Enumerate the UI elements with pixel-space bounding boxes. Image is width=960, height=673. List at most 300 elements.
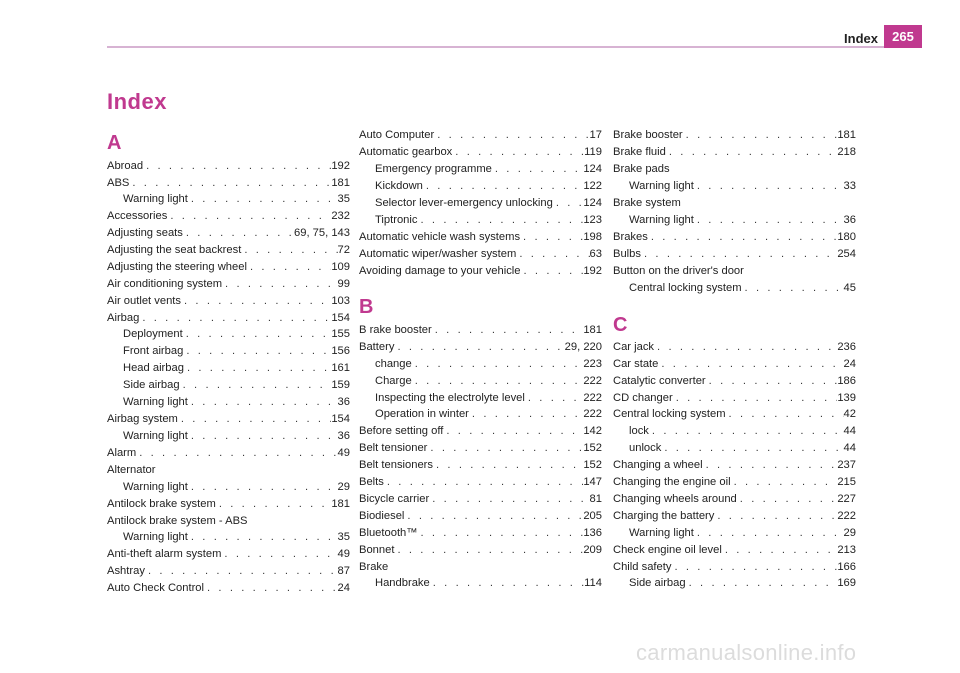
- index-entry[interactable]: [613, 144, 856, 160]
- entry-page-ref[interactable]: 29: [337, 481, 350, 493]
- dot-leader: [661, 440, 843, 456]
- dot-leader: [666, 144, 837, 160]
- entry-page-ref[interactable]: 227: [837, 493, 856, 505]
- entry-label: Automatic gearbox: [359, 146, 453, 158]
- index-entry[interactable]: [613, 127, 856, 143]
- entry-page-ref[interactable]: 44: [843, 442, 856, 454]
- index-entry[interactable]: [613, 161, 856, 177]
- entry-page-ref[interactable]: 152: [583, 442, 602, 454]
- entry-label: Bicycle carrier: [359, 493, 430, 505]
- index-entry[interactable]: [613, 457, 856, 473]
- index-entry[interactable]: [107, 411, 350, 427]
- dot-leader: [222, 276, 338, 292]
- entry-label: Tiptronic: [375, 214, 418, 226]
- dot-leader: [706, 373, 838, 389]
- entry-page-ref[interactable]: 186: [837, 375, 856, 387]
- entry-label: Warning light: [123, 396, 188, 408]
- entry-label: Bulbs: [613, 248, 641, 260]
- index-entry[interactable]: [613, 263, 856, 279]
- dot-leader: [412, 373, 584, 389]
- index-subentry[interactable]: [375, 575, 602, 591]
- entry-page-ref[interactable]: 87: [337, 565, 350, 577]
- entry-page-ref[interactable]: 209: [583, 544, 602, 556]
- dot-leader: [417, 212, 583, 228]
- index-subentry[interactable]: [629, 440, 856, 456]
- entry-label: Before setting off: [359, 425, 444, 437]
- dot-leader: [553, 195, 583, 211]
- entry-label: Adjusting seats: [107, 227, 183, 239]
- entry-page-ref[interactable]: 35: [337, 193, 350, 205]
- dot-leader: [434, 127, 589, 143]
- index-entry[interactable]: [107, 563, 350, 579]
- dot-leader: [694, 178, 844, 194]
- entry-page-ref[interactable]: 147: [583, 476, 602, 488]
- dot-leader: [216, 496, 332, 512]
- index-entry[interactable]: [359, 263, 602, 279]
- index-entry[interactable]: [359, 525, 602, 541]
- index-subentry[interactable]: [375, 373, 602, 389]
- index-entry[interactable]: [613, 246, 856, 262]
- entry-label: Brake booster: [613, 129, 683, 141]
- entry-page-ref[interactable]: 119: [584, 146, 602, 158]
- index-entry[interactable]: [359, 542, 602, 558]
- index-entry[interactable]: [359, 127, 602, 143]
- entry-label: Changing wheels around: [613, 493, 737, 505]
- entry-page-ref[interactable]: 123: [583, 214, 602, 226]
- entry-page-ref[interactable]: 139: [837, 392, 856, 404]
- entry-page-ref[interactable]: 124: [583, 163, 602, 175]
- entry-page-ref[interactable]: 44: [843, 425, 856, 437]
- entry-page-ref[interactable]: 155: [331, 328, 350, 340]
- entry-label: Air outlet vents: [107, 295, 181, 307]
- index-entry[interactable]: [613, 508, 856, 524]
- dot-leader: [241, 242, 337, 258]
- dot-leader: [204, 580, 338, 596]
- entry-page-ref[interactable]: 24: [843, 358, 856, 370]
- entry-label: Accessories: [107, 210, 168, 222]
- entry-page-ref[interactable]: 72: [337, 244, 350, 256]
- index-entry[interactable]: [107, 242, 350, 258]
- entry-page-ref[interactable]: 215: [837, 476, 856, 488]
- index-subentry[interactable]: [629, 212, 856, 228]
- dot-leader: [412, 356, 584, 372]
- entry-page-ref[interactable]: 152: [583, 459, 602, 471]
- dot-leader: [649, 423, 844, 439]
- entry-label: Battery: [359, 341, 395, 353]
- entry-page-ref[interactable]: 166: [837, 561, 856, 573]
- section-letter: A: [107, 132, 122, 154]
- index-entry[interactable]: [359, 508, 602, 524]
- dot-leader: [492, 161, 583, 177]
- dot-leader: [686, 575, 838, 591]
- entry-label: Warning light: [123, 193, 188, 205]
- dot-leader: [188, 479, 338, 495]
- entry-page-ref[interactable]: 36: [843, 214, 856, 226]
- index-entry[interactable]: [107, 462, 350, 478]
- index-entry[interactable]: [359, 440, 602, 456]
- dot-leader: [469, 406, 583, 422]
- index-subentry[interactable]: [375, 356, 602, 372]
- entry-label: Warning light: [123, 531, 188, 543]
- entry-label: Airbag: [107, 312, 140, 324]
- index-entry[interactable]: [107, 158, 350, 174]
- entry-label: CD changer: [613, 392, 673, 404]
- dot-leader: [394, 339, 564, 355]
- index-subentry[interactable]: [629, 525, 856, 541]
- dot-leader: [443, 423, 583, 439]
- index-entry[interactable]: [613, 339, 856, 355]
- index-subentry[interactable]: [629, 423, 856, 439]
- entry-page-ref[interactable]: 156: [331, 345, 350, 357]
- index-entry[interactable]: [359, 474, 602, 490]
- entry-label: Side airbag: [123, 379, 180, 391]
- entry-page-ref[interactable]: 222: [583, 408, 602, 420]
- entry-label: change: [375, 358, 412, 370]
- entry-page-ref[interactable]: 218: [837, 146, 856, 158]
- entry-label: Abroad: [107, 160, 144, 172]
- entry-label: Catalytic converter: [613, 375, 706, 387]
- index-subentry[interactable]: [375, 212, 602, 228]
- entry-label: Adjusting the steering wheel: [107, 261, 247, 273]
- dot-leader: [742, 280, 844, 296]
- index-entry[interactable]: [613, 229, 856, 245]
- index-subentry[interactable]: [123, 343, 350, 359]
- dot-leader: [417, 525, 583, 541]
- entry-page-ref[interactable]: 205: [583, 510, 602, 522]
- dot-leader: [394, 542, 583, 558]
- dot-leader: [694, 525, 844, 541]
- entry-page-ref[interactable]: 192: [331, 160, 350, 172]
- entry-page-ref[interactable]: 63: [589, 248, 602, 260]
- dot-leader: [404, 508, 583, 524]
- dot-leader: [180, 377, 332, 393]
- entry-label: Child safety: [613, 561, 672, 573]
- dot-leader: [714, 508, 837, 524]
- dot-leader: [188, 428, 338, 444]
- entry-page-ref[interactable]: 122: [583, 180, 602, 192]
- dot-leader: [183, 343, 331, 359]
- index-subentry[interactable]: [123, 428, 350, 444]
- entry-label: Bonnet: [359, 544, 395, 556]
- entry-page-ref[interactable]: 99: [337, 278, 350, 290]
- dot-leader: [247, 259, 331, 275]
- page-title: Index: [107, 89, 167, 114]
- index-entry[interactable]: [359, 491, 602, 507]
- entry-label: Deployment: [123, 328, 183, 340]
- entry-label: Central locking system: [629, 282, 742, 294]
- entry-label: Operation in winter: [375, 408, 469, 420]
- entry-page-ref[interactable]: 42: [843, 408, 856, 420]
- index-subentry[interactable]: [375, 406, 602, 422]
- dot-leader: [145, 563, 338, 579]
- entry-page-ref[interactable]: 222: [583, 392, 602, 404]
- entry-label: Brakes: [613, 231, 648, 243]
- index-subentry[interactable]: [629, 280, 856, 296]
- index-entry[interactable]: [107, 293, 350, 309]
- dot-leader: [384, 474, 583, 490]
- entry-page-ref[interactable]: 33: [843, 180, 856, 192]
- index-entry[interactable]: [107, 546, 350, 562]
- index-entry[interactable]: [359, 322, 602, 338]
- entry-page-ref[interactable]: 45: [843, 282, 856, 294]
- entry-label: Belts: [359, 476, 384, 488]
- entry-label: Inspecting the electrolyte level: [375, 392, 525, 404]
- index-subentry[interactable]: [375, 161, 602, 177]
- entry-label: Alarm: [107, 447, 137, 459]
- entry-page-ref[interactable]: 213: [837, 544, 856, 556]
- entry-page-ref[interactable]: 136: [583, 527, 602, 539]
- entry-label: Warning light: [123, 430, 188, 442]
- index-subentry[interactable]: [375, 178, 602, 194]
- index-entry[interactable]: [359, 144, 602, 160]
- dot-leader: [423, 178, 583, 194]
- entry-page-ref[interactable]: 49: [337, 548, 350, 560]
- section-letter: B: [359, 296, 374, 318]
- index-subentry[interactable]: [375, 195, 602, 211]
- dot-leader: [525, 390, 583, 406]
- header-rule: [107, 46, 922, 48]
- dot-leader: [673, 390, 838, 406]
- entry-label: Warning light: [123, 481, 188, 493]
- entry-page-ref[interactable]: 29: [843, 527, 856, 539]
- entry-label: Belt tensioner: [359, 442, 428, 454]
- entry-label: Side airbag: [629, 577, 686, 589]
- index-entry[interactable]: [613, 406, 856, 422]
- entry-page-ref[interactable]: 124: [583, 197, 602, 209]
- entry-label: Changing the engine oil: [613, 476, 731, 488]
- entry-page-ref[interactable]: 17: [589, 129, 602, 141]
- entry-page-ref[interactable]: 232: [331, 210, 350, 222]
- index-entry[interactable]: [359, 457, 602, 473]
- dot-leader: [521, 263, 584, 279]
- entry-page-ref[interactable]: 236: [837, 341, 856, 353]
- entry-page-ref[interactable]: 142: [583, 425, 602, 437]
- entry-page-ref[interactable]: 222: [837, 510, 856, 522]
- dot-leader: [737, 491, 838, 507]
- entry-label: Charge: [375, 375, 412, 387]
- index-subentry[interactable]: [123, 326, 350, 342]
- entry-label: Automatic wiper/washer system: [359, 248, 517, 260]
- entry-label: Belt tensioners: [359, 459, 434, 471]
- entry-label: Brake fluid: [613, 146, 666, 158]
- entry-label: Alternator: [107, 464, 156, 476]
- dot-leader: [658, 356, 843, 372]
- dot-leader: [703, 457, 838, 473]
- entry-page-ref[interactable]: 180: [837, 231, 856, 243]
- entry-page-ref[interactable]: 161: [331, 362, 350, 374]
- entry-page-ref[interactable]: 181: [837, 129, 856, 141]
- entry-label: Changing a wheel: [613, 459, 703, 471]
- dot-leader: [516, 246, 589, 262]
- section-letter: C: [613, 314, 628, 336]
- index-entry[interactable]: [359, 559, 602, 575]
- header-title: Index: [844, 31, 878, 46]
- dot-leader: [184, 360, 331, 376]
- entry-label: Airbag system: [107, 413, 178, 425]
- index-entry[interactable]: [613, 356, 856, 372]
- index-entry[interactable]: [107, 208, 350, 224]
- entry-label: Anti-theft alarm system: [107, 548, 222, 560]
- entry-label: Auto Check Control: [107, 582, 205, 594]
- dot-leader: [143, 158, 331, 174]
- entry-label: Antilock brake system - ABS: [107, 515, 248, 527]
- entry-page-ref[interactable]: 69, 75, 143: [294, 227, 350, 239]
- entry-page-ref[interactable]: 154: [331, 312, 350, 324]
- entry-label: Head airbag: [123, 362, 184, 374]
- dot-leader: [139, 310, 331, 326]
- index-entry[interactable]: [107, 513, 350, 529]
- entry-label: Antilock brake system: [107, 498, 216, 510]
- entry-label: Front airbag: [123, 345, 184, 357]
- dot-leader: [671, 559, 837, 575]
- index-subentry[interactable]: [629, 178, 856, 194]
- entry-page-ref[interactable]: 109: [331, 261, 350, 273]
- index-subentry[interactable]: [123, 377, 350, 393]
- dot-leader: [433, 457, 583, 473]
- index-subentry[interactable]: [123, 479, 350, 495]
- index-subentry[interactable]: [375, 390, 602, 406]
- entry-label: Auto Computer: [359, 129, 435, 141]
- index-subentry[interactable]: [123, 394, 350, 410]
- entry-page-ref[interactable]: 181: [331, 177, 350, 189]
- entry-page-ref[interactable]: 36: [337, 396, 350, 408]
- index-entry[interactable]: [107, 580, 350, 596]
- entry-label: Central locking system: [613, 408, 726, 420]
- entry-page-ref[interactable]: 36: [337, 430, 350, 442]
- dot-leader: [648, 229, 838, 245]
- index-entry[interactable]: [107, 225, 350, 241]
- index-entry[interactable]: [613, 474, 856, 490]
- dot-leader: [722, 542, 837, 558]
- entry-page-ref[interactable]: 222: [583, 375, 602, 387]
- entry-label: Avoiding damage to your vehicle: [359, 265, 521, 277]
- dot-leader: [188, 191, 338, 207]
- dot-leader: [432, 322, 584, 338]
- dot-leader: [726, 406, 844, 422]
- entry-page-ref[interactable]: 49: [337, 447, 350, 459]
- index-entry[interactable]: [613, 373, 856, 389]
- index-entry[interactable]: [107, 445, 350, 461]
- entry-label: Warning light: [629, 180, 694, 192]
- dot-leader: [452, 144, 584, 160]
- dot-leader: [694, 212, 844, 228]
- dot-leader: [520, 229, 583, 245]
- entry-page-ref[interactable]: 198: [583, 231, 602, 243]
- index-entry[interactable]: [107, 175, 350, 191]
- entry-label: Biodiesel: [359, 510, 405, 522]
- entry-label: Charging the battery: [613, 510, 715, 522]
- entry-page-ref[interactable]: 159: [331, 379, 350, 391]
- entry-page-ref[interactable]: 35: [337, 531, 350, 543]
- entry-label: Car state: [613, 358, 659, 370]
- dot-leader: [641, 246, 837, 262]
- entry-label: Bluetooth™: [359, 527, 418, 539]
- entry-page-ref[interactable]: 181: [583, 324, 602, 336]
- entry-label: Adjusting the seat backrest: [107, 244, 242, 256]
- entry-page-ref[interactable]: 103: [331, 295, 350, 307]
- dot-leader: [181, 293, 331, 309]
- entry-label: Ashtray: [107, 565, 145, 577]
- index-entry[interactable]: [613, 559, 856, 575]
- watermark: carmanualsonline.info: [636, 640, 857, 665]
- dot-leader: [136, 445, 337, 461]
- dot-leader: [183, 326, 332, 342]
- dot-leader: [427, 440, 583, 456]
- entry-label: ABS: [107, 177, 130, 189]
- dot-leader: [221, 546, 337, 562]
- index-subentry[interactable]: [629, 575, 856, 591]
- index-entry[interactable]: [359, 423, 602, 439]
- entry-label: Warning light: [629, 527, 694, 539]
- entry-page-ref[interactable]: 29, 220: [564, 341, 602, 353]
- entry-page-ref[interactable]: 181: [331, 498, 350, 510]
- dot-leader: [731, 474, 838, 490]
- entry-page-ref[interactable]: 114: [584, 577, 602, 589]
- entry-label: Brake: [359, 561, 389, 573]
- entry-label: Automatic vehicle wash systems: [359, 231, 521, 243]
- entry-page-ref[interactable]: 192: [583, 265, 602, 277]
- entry-label: Button on the driver's door: [613, 265, 744, 277]
- index-subentry[interactable]: [123, 191, 350, 207]
- entry-label: Emergency programme: [375, 163, 492, 175]
- entry-label: Warning light: [629, 214, 694, 226]
- dot-leader: [129, 175, 331, 191]
- entry-label: Brake system: [613, 197, 681, 209]
- index-subentry[interactable]: [123, 529, 350, 545]
- page-number-tab: 265: [884, 25, 922, 48]
- dot-leader: [183, 225, 294, 241]
- entry-label: unlock: [629, 442, 662, 454]
- entry-page-ref[interactable]: 24: [337, 582, 350, 594]
- dot-leader: [188, 394, 338, 410]
- index-entry[interactable]: [613, 491, 856, 507]
- index-entry[interactable]: [107, 496, 350, 512]
- entry-page-ref[interactable]: 169: [837, 577, 856, 589]
- index-entry[interactable]: [107, 259, 350, 275]
- dot-leader: [429, 491, 589, 507]
- entry-page-ref[interactable]: 223: [583, 358, 602, 370]
- entry-label: Kickdown: [375, 180, 423, 192]
- entry-label: B rake booster: [359, 324, 432, 336]
- dot-leader: [654, 339, 837, 355]
- entry-page-ref[interactable]: 81: [589, 493, 602, 505]
- index-entry[interactable]: [359, 229, 602, 245]
- entry-page-ref[interactable]: 237: [837, 459, 856, 471]
- dot-leader: [178, 411, 331, 427]
- entry-label: Brake pads: [613, 163, 670, 175]
- entry-label: Selector lever-emergency unlocking: [375, 197, 553, 209]
- entry-page-ref[interactable]: 254: [837, 248, 856, 260]
- dot-leader: [188, 529, 338, 545]
- entry-page-ref[interactable]: 154: [331, 413, 350, 425]
- index-entry[interactable]: [107, 310, 350, 326]
- dot-leader: [683, 127, 838, 143]
- index-entry[interactable]: [107, 276, 350, 292]
- index-subentry[interactable]: [123, 360, 350, 376]
- dot-leader: [167, 208, 331, 224]
- index-entry[interactable]: [359, 339, 602, 355]
- entry-label: lock: [629, 425, 649, 437]
- index-entry[interactable]: [359, 246, 602, 262]
- entry-label: Handbrake: [375, 577, 430, 589]
- entry-label: Car jack: [613, 341, 655, 353]
- entry-label: Air conditioning system: [107, 278, 223, 290]
- index-entry[interactable]: [613, 390, 856, 406]
- index-entry[interactable]: [613, 195, 856, 211]
- dot-leader: [430, 575, 584, 591]
- entry-label: Check engine oil level: [613, 544, 722, 556]
- index-entry[interactable]: [613, 542, 856, 558]
